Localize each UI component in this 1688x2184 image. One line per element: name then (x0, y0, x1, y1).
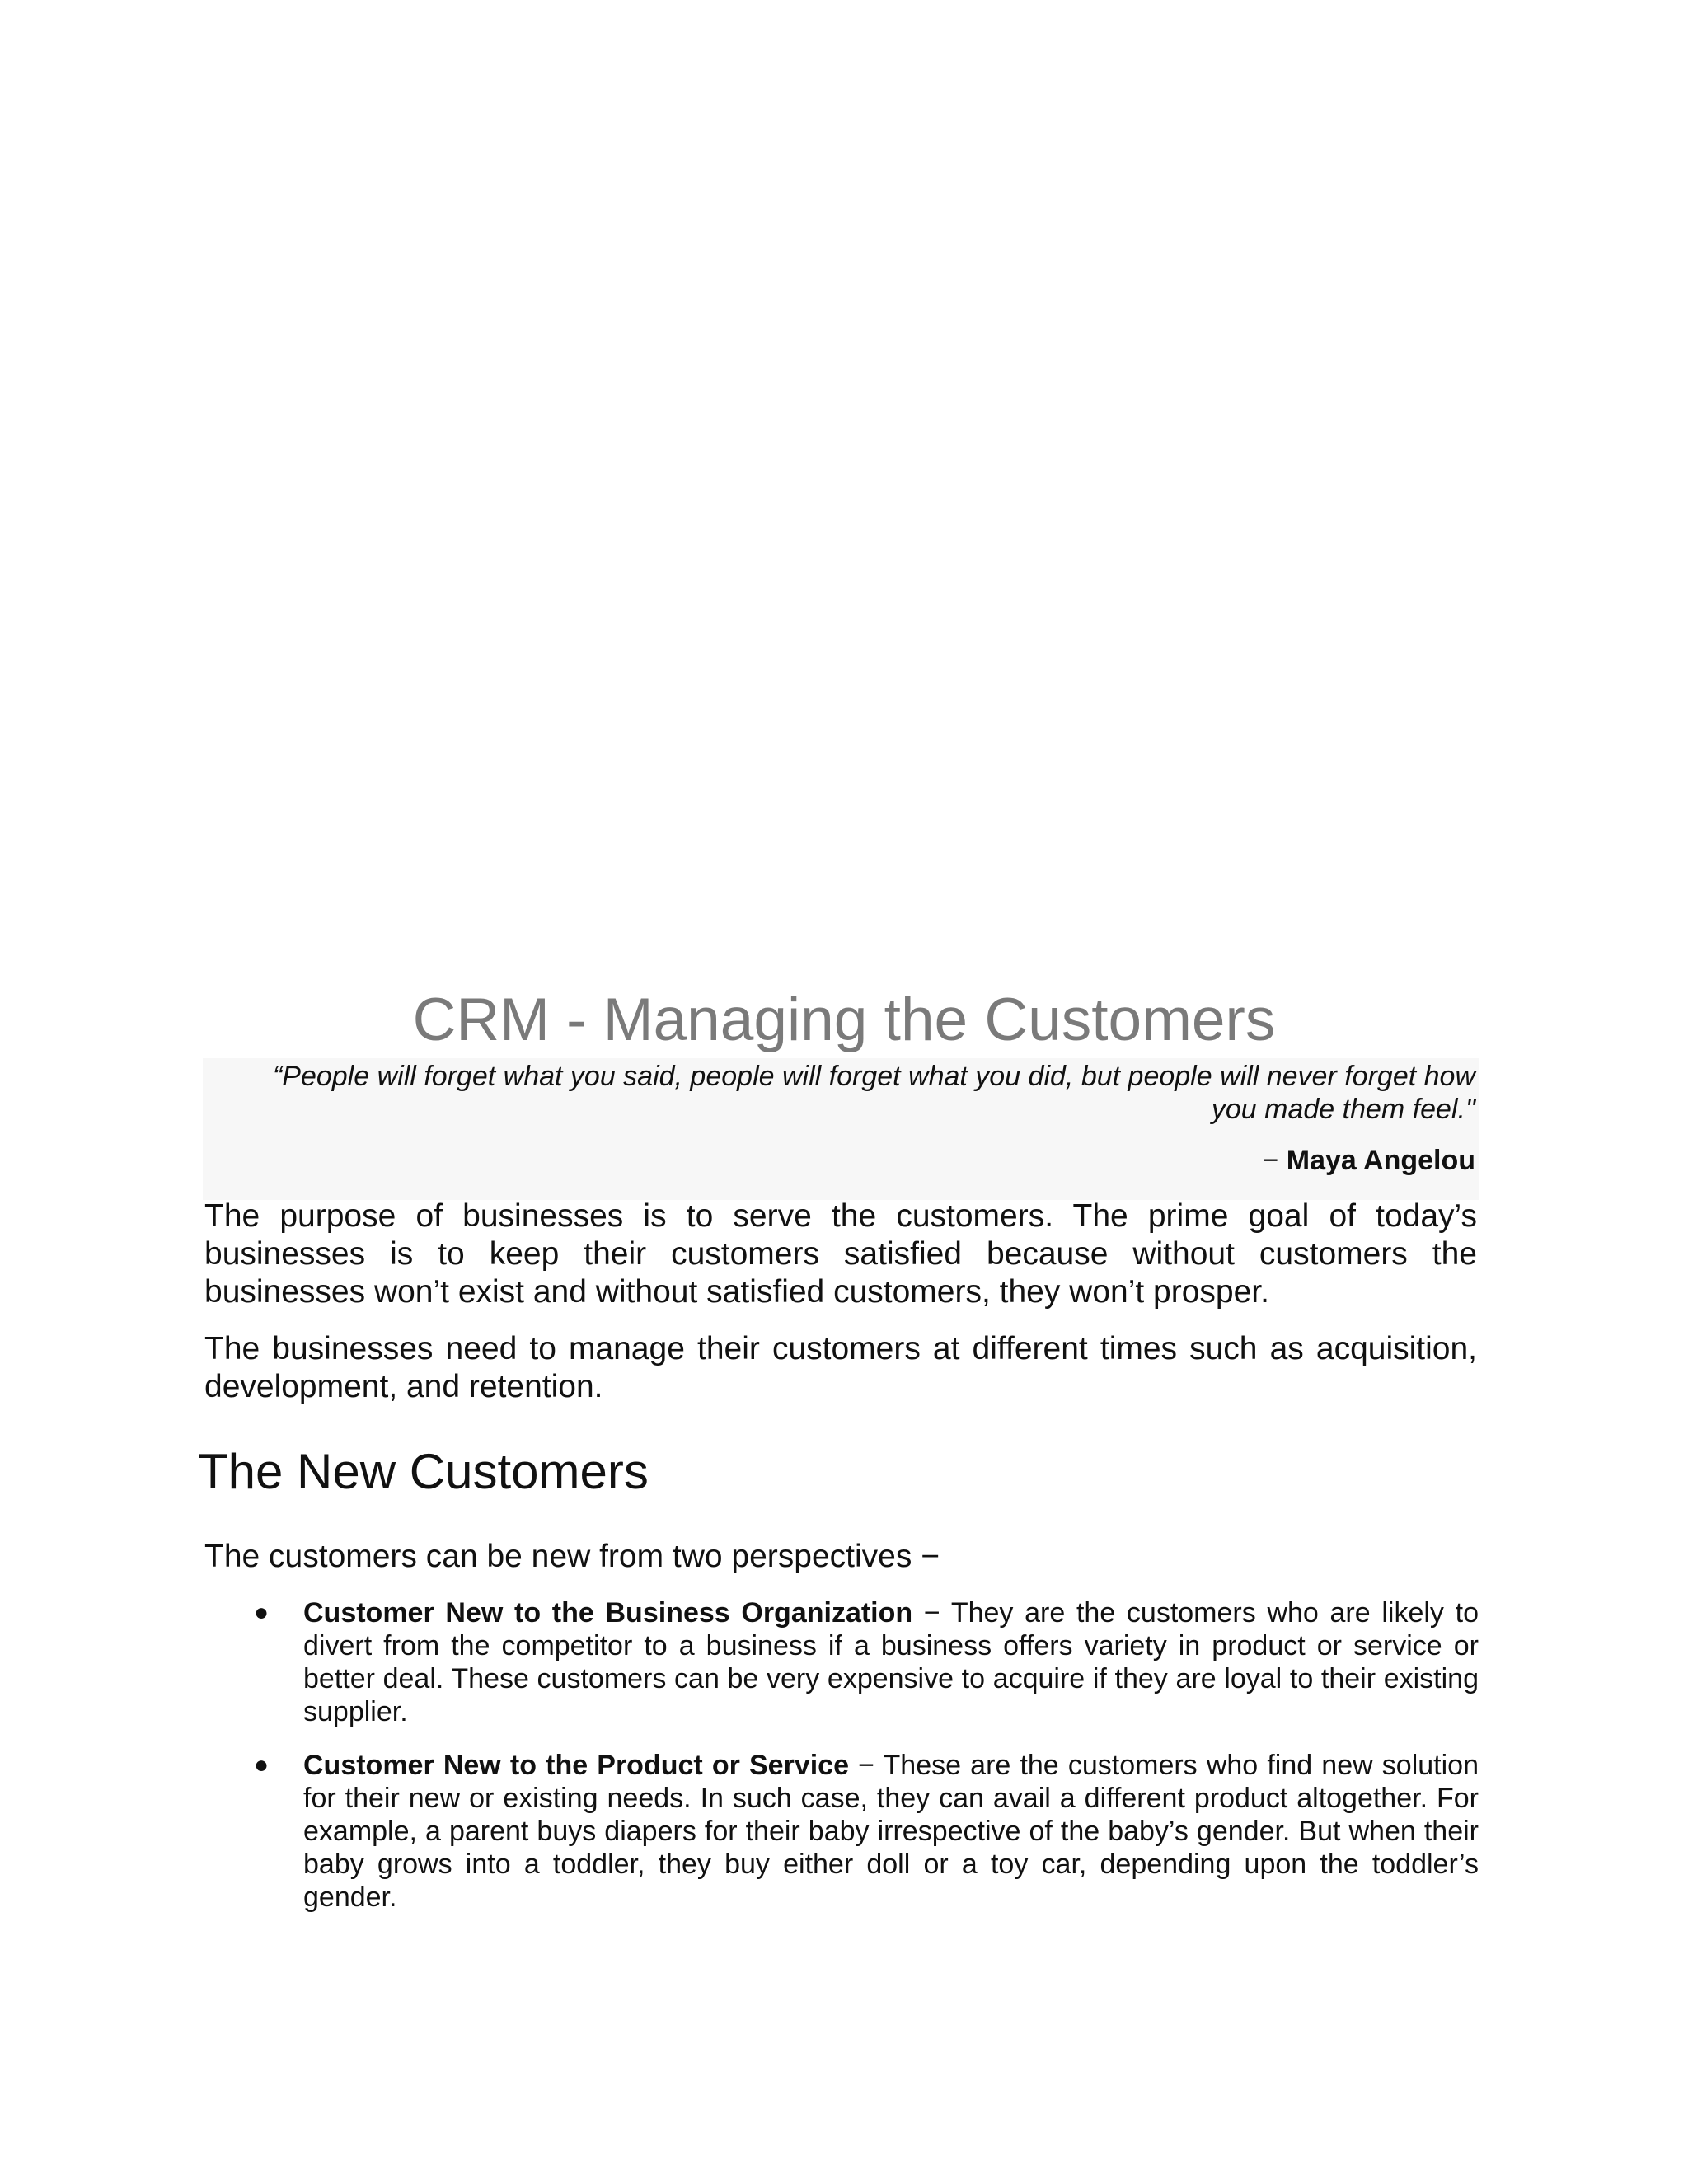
bullet-icon: ● (254, 1599, 270, 1626)
paragraph-manage: The businesses need to manage their customers at different times such as acquisition, development, and retention. (204, 1331, 1477, 1404)
quote-block (203, 1058, 1479, 1200)
quote-text: “People will forget what you said, people will forget what you did, but people will never forget how you made them feel." (272, 1061, 1475, 1125)
quote-attribution (236, 1126, 1475, 1177)
list-item-term: Customer New to the Business Organization (303, 1597, 913, 1629)
quote-dash: − (1262, 1145, 1287, 1176)
bullet-icon: ● (254, 1751, 270, 1779)
paragraph-purpose: The purpose of businesses is to serve the customers. The prime goal of today’s businesses is to keep their customers satisfied because without customers the businesses won’t exist and without satisfied customers, they won’t prosper. (204, 1198, 1477, 1310)
list-item-term: Customer New to the Product or Service (303, 1750, 849, 1781)
section-intro: The customers can be new from two perspectives − (204, 1539, 940, 1574)
list-item-text: − These are the customers who find new solution for their new or existing needs. In such case, they can avail a different product altogether. For example, a parent buys diapers for their baby irrespective of the baby’s gender. But when their baby grows into a toddler, they buy either doll or a toy car, depending upon the toddler’s gender. (303, 1750, 1479, 1913)
bullet-list-second (254, 1749, 1479, 1914)
list-item-text: − They are the customers who are likely to divert from the competitor to a business if a business offers variety in product or service or better deal. These customers can be very expensive to acquire if they are loyal to their existing supplier. (303, 1597, 1479, 1727)
quote-author: Maya Angelou (1286, 1145, 1475, 1176)
list-item (254, 1596, 1479, 1728)
bullet-list-first (254, 1596, 1479, 1728)
document-title: CRM - Managing the Customers (412, 987, 1276, 1053)
section-heading: The New Customers (198, 1444, 649, 1499)
list-item (254, 1749, 1479, 1914)
